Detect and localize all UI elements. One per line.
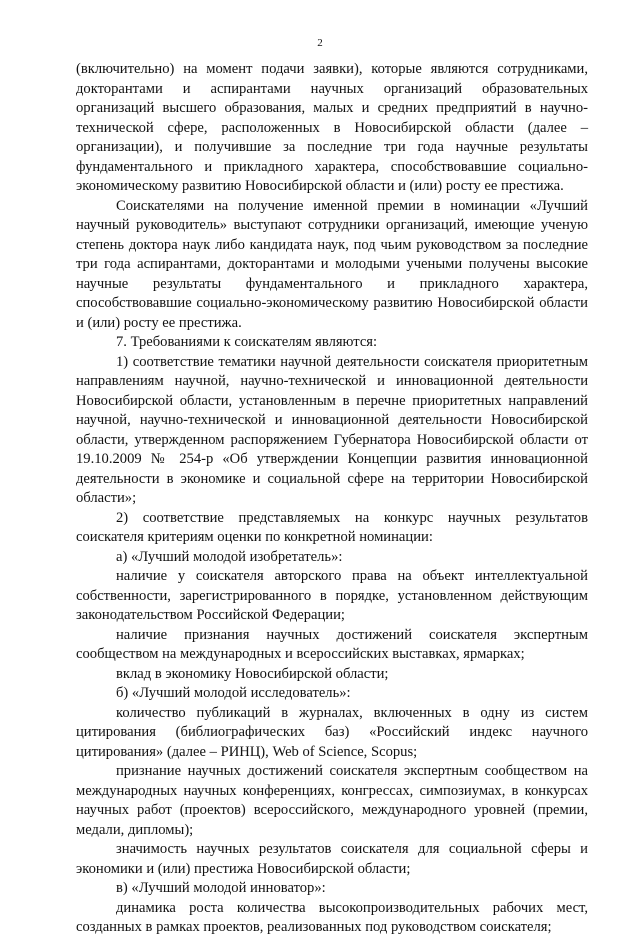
- paragraph: 1) соответствие тематики научной деятельности соискателя приоритетным направлениям научной, научно-технической и инновационной деятельности Новосибирской области, установленным в перечне приоритетных направлений научной, научно-технической и инновационной деятельности Новосибирской области, утвержденном распоряжением Губернатора Новосибирской области от 19.10.2009 № 254-р «Об утверждении Концепции развития инновационной деятельности в экономике и социальной сфере на территории Новосибирской области»;: [76, 353, 588, 506]
- paragraph: (включительно) на момент подачи заявки), которые являются сотрудниками, докторантами и аспирантами научных организаций образовательных организаций высшего образования, малых и средних предприятий в научно-технической сфере, расположенных в Новосибирской области (далее – организации), и получившие за последние три года научные результаты фундаментального и прикладного характера, способствовавшие социально-экономическому развитию Новосибирской области и (или) росту ее престижа.: [76, 61, 588, 194]
- paragraph: в) «Лучший молодой инноватор»:: [116, 880, 326, 896]
- paragraph: признание научных достижений соискателя экспертным сообществом на международных научных конференциях, конгрессах, симпозиумах, в конкурсах научных работ (проектов) всероссийского, международного уровней (премии, медали, дипломы);: [76, 763, 588, 838]
- paragraph: б) «Лучший молодой исследователь»:: [116, 685, 351, 701]
- paragraph: количество публикаций в журналах, включенных в одну из систем цитирования (библиографических баз) «Российский индекс научного цитирования» (далее – РИНЦ), Web of Science, Scopus;: [76, 704, 588, 760]
- paragraph: наличие признания научных достижений соискателя экспертным сообществом на международных и всероссийских выставках, ярмарках;: [76, 626, 588, 662]
- document-body: [76, 60, 588, 938]
- paragraph: 2) соответствие представляемых на конкурс научных результатов соискателя критериям оценки по конкретной номинации:: [76, 509, 588, 545]
- page-number: 2: [317, 37, 323, 49]
- paragraph: динамика роста количества высокопроизводительных рабочих мест, созданных в рамках проектов, реализованных под руководством соискателя;: [76, 899, 588, 935]
- paragraph: 7. Требованиями к соискателям являются:: [116, 334, 378, 350]
- paragraph: а) «Лучший молодой изобретатель»:: [116, 548, 343, 565]
- paragraph: значимость научных результатов соискателя для социальной сферы и экономики и (или) престижа Новосибирской области;: [76, 841, 588, 877]
- paragraph: наличие у соискателя авторского права на объект интеллектуальной собственности, зарегистрированного в порядке, установленном действующим законодательством Российской Федерации;: [76, 568, 588, 623]
- paragraph: Соискателями на получение именной премии в номинации «Лучший научный руководитель» выступают сотрудники организаций, имеющие ученую степень доктора наук либо кандидата наук, под чьим руководством за последние три года аспирантами, докторантами и молодыми учеными получены высокие научные результаты фундаментального и прикладного характера, способствовавшие социально-экономическому развитию Новосибирской области и (или) росту ее престижа.: [76, 197, 588, 331]
- paragraph: вклад в экономику Новосибирской области;: [116, 665, 389, 682]
